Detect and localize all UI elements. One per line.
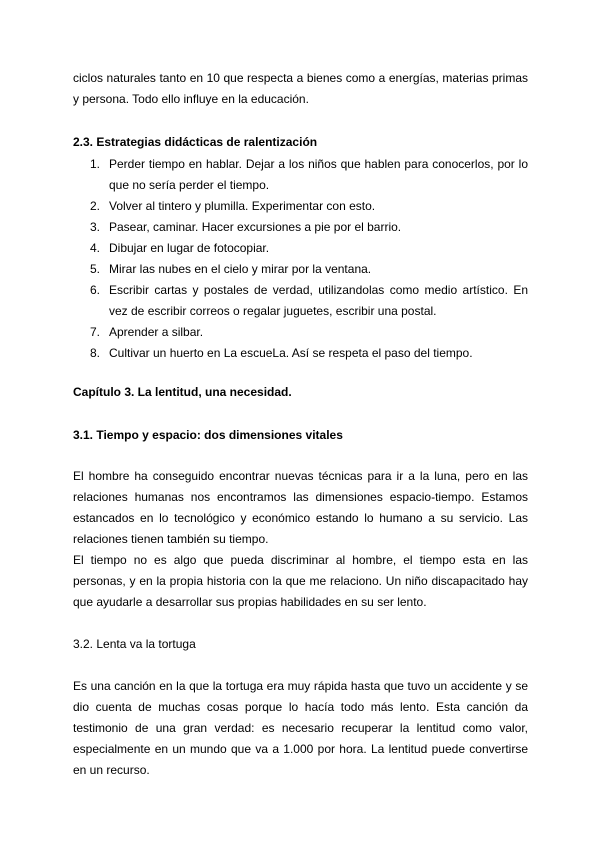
- list-item: [73, 343, 528, 364]
- list-item-number: 4.: [90, 241, 101, 255]
- list-item-text: Escribir cartas y postales de verdad, utilizandolas como medio artístico. En vez de escribir correos o regalar juguetes, escribir una postal.: [109, 283, 528, 318]
- list-item-number: 8.: [90, 346, 101, 360]
- list-item: [73, 154, 528, 196]
- list-item-number: 5.: [90, 262, 101, 276]
- list-item-text: Perder tiempo en hablar. Dejar a los niños que hablen para conocerlos, por lo que no sería perder el tiempo.: [109, 157, 528, 192]
- list-item-text: Mirar las nubes en el cielo y mirar por la ventana.: [109, 262, 372, 276]
- list-item-text: Aprender a silbar.: [109, 325, 204, 339]
- list-item: [73, 280, 528, 322]
- list-item-number: 3.: [90, 220, 101, 234]
- list-item: [73, 259, 528, 280]
- list-item: [73, 217, 528, 238]
- list-item-number: 6.: [90, 283, 101, 297]
- section-2-3-heading: 2.3. Estrategias didácticas de ralentización: [73, 135, 318, 149]
- list-item-text: Cultivar un huerto en La escueLa. Así se respeta el paso del tiempo.: [109, 346, 473, 360]
- list-item-number: 7.: [90, 325, 101, 339]
- section-3-2-heading: 3.2. Lenta va la tortuga: [73, 637, 196, 651]
- section-3-2-paragraph: Es una canción en la que la tortuga era muy rápida hasta que tuvo un accidente y se dio cuenta de muchas cosas porque lo hacía todo más lento. Esta canción da testimonio de una gran verdad: es necesario recuperar la lentitud como valor, especialmente en un mundo que va a 1.000 por hora. La lentitud puede convertirse en un recurso.: [73, 679, 528, 777]
- section-3-1-paragraph-2: El tiempo no es algo que pueda discriminar al hombre, el tiempo esta en las personas, y en la propia historia con la que me relaciono. Un niño discapacitado hay que ayudarle a desarrollar sus propias habilidades en su ser lento.: [73, 553, 528, 609]
- section-3-1-heading: 3.1. Tiempo y espacio: dos dimensiones vitales: [73, 428, 343, 442]
- chapter-3-heading: Capítulo 3. La lentitud, una necesidad.: [73, 385, 292, 399]
- strategies-list: [73, 154, 528, 364]
- list-item: [73, 196, 528, 217]
- section-3-1-paragraph-1: El hombre ha conseguido encontrar nuevas técnicas para ir a la luna, pero en las relaciones humanas nos encontramos las dimensiones espacio-tiempo. Estamos estancados en lo tecnológico y económico estando lo humano a su servicio. Las relaciones tienen también su tiempo.: [73, 469, 528, 546]
- list-item-text: Volver al tintero y plumilla. Experimentar con esto.: [109, 199, 376, 213]
- list-item: [73, 238, 528, 259]
- list-item-number: 1.: [90, 157, 101, 171]
- list-item-number: 2.: [90, 199, 101, 213]
- list-item-text: Pasear, caminar. Hacer excursiones a pie por el barrio.: [109, 220, 402, 234]
- intro-paragraph: ciclos naturales tanto en 10 que respecta a bienes como a energías, materias primas y persona. Todo ello influye en la educación.: [73, 71, 528, 106]
- list-item: [73, 322, 528, 343]
- list-item-text: Dibujar en lugar de fotocopiar.: [109, 241, 270, 255]
